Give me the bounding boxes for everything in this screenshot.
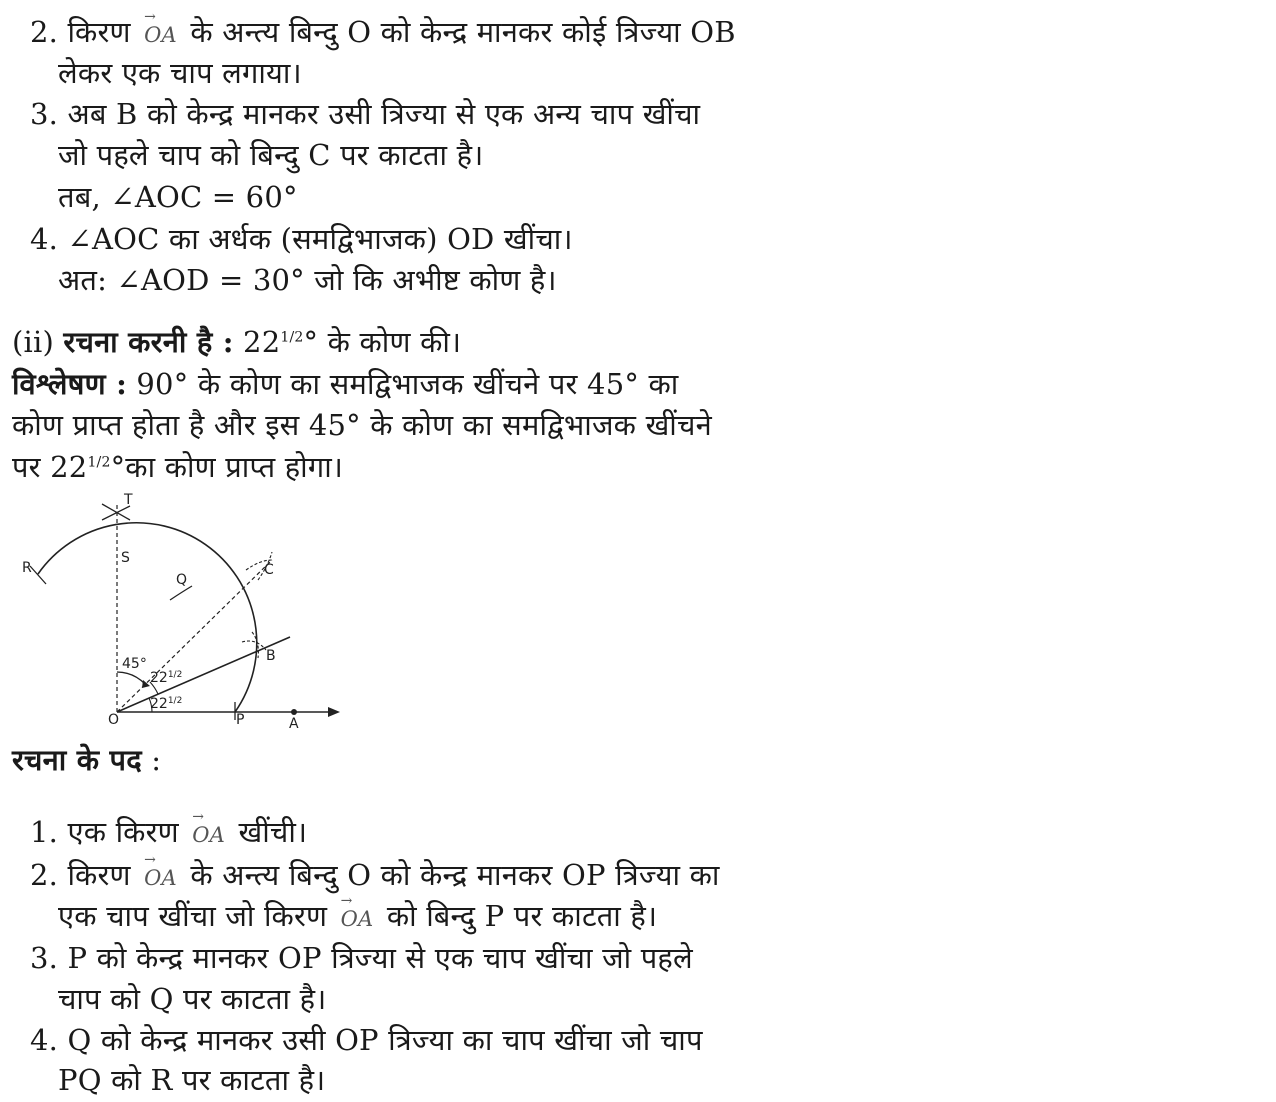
arc-mark-r xyxy=(30,566,46,584)
part-ii-heading: (ii) रचना करनी है : $22^{1/2}^\circ$ के कोण की। xyxy=(12,325,462,359)
ray-oa-arrowhead xyxy=(328,707,340,717)
analysis-line-2: कोण प्राप्त होता है और इस 45° के कोण का समद्विभाजक खींचने xyxy=(12,408,712,442)
arc-mark-q xyxy=(170,586,192,600)
first-list-item-2-line-2: लेकर एक चाप लगाया। xyxy=(58,56,302,90)
first-list-item-3-line-1: 3. अब B को केन्द्र मानकर उसी त्रिज्या से एक अन्य चाप खींचा xyxy=(30,97,701,131)
label-s: S xyxy=(121,550,130,566)
label-t: T xyxy=(124,492,133,508)
first-list-item-4-line-2: अत: ∠AOD = 30° जो कि अभीष्ट कोण है। xyxy=(58,263,557,297)
steps-heading: रचना के पद : xyxy=(12,743,162,777)
label-a: A xyxy=(289,716,299,732)
step-4-line-2: PQ को R पर काटता है। xyxy=(58,1063,326,1097)
label-angle-22-bottom: $22^{1/2}$ xyxy=(150,696,183,712)
step-2-line-1: 2. किरण → OA के अन्त्य बिन्दु O को केन्द्र मानकर OP त्रिज्या का xyxy=(30,855,720,898)
vector-oa: → OA xyxy=(341,899,374,939)
vector-oa: → OA xyxy=(144,15,177,55)
ray-ob xyxy=(117,637,290,712)
label-b: B xyxy=(266,648,276,664)
vector-oa: → OA xyxy=(144,858,177,898)
point-a xyxy=(291,709,297,715)
first-list-item-3-line-2: जो पहले चाप को बिन्दु C पर काटता है। xyxy=(58,138,484,172)
step-3-line-1: 3. P को केन्द्र मानकर OP त्रिज्या से एक चाप खींचा जो पहले xyxy=(30,941,693,975)
label-angle-45: 45° xyxy=(122,656,147,672)
label-angle-22-top: $22^{1/2}$ xyxy=(150,670,183,686)
label-p: P xyxy=(236,712,245,728)
analysis-line-1: विश्लेषण : 90° के कोण का समद्विभाजक खींचने पर 45° का xyxy=(12,367,679,401)
first-list-item-4-line-1: 4. ∠AOC का अर्धक (समद्विभाजक) OD खींचा। xyxy=(30,222,573,256)
step-2-line-2: एक चाप खींचा जो किरण → OA को बिन्दु P पर काटता है। xyxy=(58,896,657,939)
analysis-line-3: पर $22^{1/2}^\circ का$ कोण प्राप्त होगा। xyxy=(12,450,344,484)
step-4-line-1: 4. Q को केन्द्र मानकर उसी OP त्रिज्या का चाप खींचा जो चाप xyxy=(30,1023,703,1057)
main-arc xyxy=(38,523,257,712)
angle-arc-45 xyxy=(117,672,145,684)
first-list-item-3-line-3: तब, ∠AOC = 60° xyxy=(58,180,298,214)
label-o: O xyxy=(108,712,120,728)
step-1: 1. एक किरण → OA खींची। xyxy=(30,812,307,855)
construction-diagram xyxy=(10,492,350,732)
label-r: R xyxy=(22,560,32,576)
label-c: C xyxy=(264,562,274,578)
ray-oc xyxy=(117,560,272,712)
vector-oa: → OA xyxy=(192,815,225,855)
label-q: Q xyxy=(176,572,188,588)
step-3-line-2: चाप को Q पर काटता है। xyxy=(58,982,327,1016)
first-list-item-2-line-1: 2. किरण → OA के अन्त्य बिन्दु O को केन्द्र मानकर कोई त्रिज्या OB xyxy=(30,12,736,55)
